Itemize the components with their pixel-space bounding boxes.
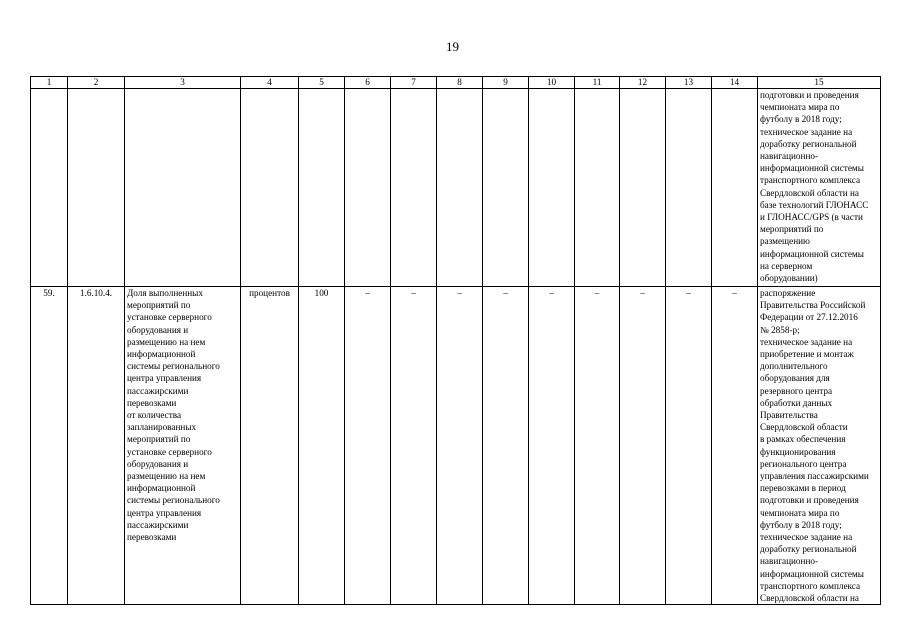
text-line: транспортного комплекса — [760, 175, 861, 186]
text-line: в рамках обеспечения — [760, 434, 846, 445]
text-line: от количества — [127, 410, 182, 421]
unit-of-measure: процентов — [241, 287, 299, 605]
column-header: 4 — [241, 77, 299, 89]
table-cell — [299, 89, 345, 287]
column-header: 5 — [299, 77, 345, 89]
text-line: № 2858-р; — [760, 324, 800, 335]
text-line: подготовки и проведения — [760, 90, 859, 100]
text-line: системы регионального — [127, 495, 220, 506]
text-line: дополнительного — [760, 361, 828, 372]
text-line: запланированных — [127, 422, 197, 433]
text-line: техническое задание на — [760, 532, 853, 543]
text-line: системы регионального — [127, 361, 220, 372]
text-line: пассажирскими — [127, 385, 189, 396]
value-col8: – — [437, 287, 483, 605]
text-line: мероприятий по — [127, 300, 191, 311]
text-line: мероприятий по — [127, 434, 191, 445]
text-line: центра управления — [127, 507, 202, 518]
table-cell — [437, 89, 483, 287]
text-line: Правительства — [760, 410, 818, 421]
text-line: размещению на нем — [127, 336, 206, 347]
text-line: перевозками — [127, 397, 177, 408]
text-line: центра управления — [127, 373, 202, 384]
row-number: 59. — [31, 287, 68, 605]
table-cell — [68, 89, 125, 287]
document-basis-cell — [758, 89, 881, 287]
page-number: 19 — [446, 39, 459, 54]
column-header: 9 — [483, 77, 529, 89]
table-cell — [620, 89, 666, 287]
value-col5: 100 — [299, 287, 345, 605]
table-cell — [712, 89, 758, 287]
text-line: подготовки и проведения — [760, 495, 859, 506]
text-line: Свердловской области на — [760, 593, 859, 604]
indicators-table — [30, 76, 881, 605]
column-header: 10 — [529, 77, 575, 89]
value-col6: – — [345, 287, 391, 605]
text-line: регионального центра — [760, 458, 847, 469]
text-line: оборудования и — [127, 458, 189, 469]
text-line: информационной — [127, 483, 196, 494]
value-col13: – — [666, 287, 712, 605]
text-line: транспортного комплекса — [760, 580, 861, 591]
text-line: навигационно- — [760, 556, 819, 567]
text-line: Федерации от 27.12.2016 — [760, 312, 858, 323]
text-line: на серверном — [760, 260, 813, 271]
document-basis-cell — [758, 287, 881, 605]
indicator-name-cell — [125, 287, 241, 605]
column-header: 8 — [437, 77, 483, 89]
text-line: оборудования для — [760, 373, 830, 384]
text-line: информационной системы — [760, 248, 864, 259]
text-line: и ГЛОНАСС/GPS (в части — [760, 212, 863, 223]
text-line: навигационно- — [760, 151, 819, 162]
indicator-code: 1.6.10.4. — [68, 287, 125, 605]
column-header: 1 — [31, 77, 68, 89]
text-line: техническое задание на — [760, 336, 853, 347]
text-line: доработку региональной — [760, 544, 857, 555]
text-line: резервного центра — [760, 385, 833, 396]
text-line: чемпионата мира по — [760, 507, 840, 518]
text-line: перевозками — [127, 532, 177, 543]
column-header-row — [31, 77, 881, 89]
text-line: функционирования — [760, 446, 836, 457]
table-row-continuation — [31, 89, 881, 287]
text-line: перевозками в период — [760, 483, 846, 494]
table-row-59 — [31, 287, 881, 605]
text-line: Доля выполненных — [127, 288, 203, 298]
column-header: 3 — [125, 77, 241, 89]
text-line: оборудования и — [127, 324, 189, 335]
text-line: информационной системы — [760, 568, 864, 579]
text-line: размещению — [760, 236, 810, 247]
value-col10: – — [529, 287, 575, 605]
column-header: 12 — [620, 77, 666, 89]
table-cell — [125, 89, 241, 287]
column-header: 6 — [345, 77, 391, 89]
table-cell — [483, 89, 529, 287]
text-line: базе технологий ГЛОНАСС — [760, 199, 869, 210]
text-line: приобретение и монтаж — [760, 349, 854, 360]
text-line: Свердловской области на — [760, 187, 859, 198]
column-header: 7 — [391, 77, 437, 89]
text-line: пассажирскими — [127, 519, 189, 530]
value-col12: – — [620, 287, 666, 605]
value-col7: – — [391, 287, 437, 605]
text-line: футболу в 2018 году; — [760, 519, 842, 530]
table-cell — [391, 89, 437, 287]
column-header: 15 — [758, 77, 881, 89]
table-cell — [575, 89, 620, 287]
table-cell — [345, 89, 391, 287]
text-line: мероприятий по — [760, 224, 824, 235]
text-line: оборудовании) — [760, 273, 818, 284]
text-line: обработки данных — [760, 397, 833, 408]
table-cell — [666, 89, 712, 287]
text-line: чемпионата мира по — [760, 102, 840, 113]
column-header: 13 — [666, 77, 712, 89]
text-line: доработку региональной — [760, 138, 857, 149]
column-header: 14 — [712, 77, 758, 89]
text-line: размещению на нем — [127, 471, 206, 482]
text-line: Правительства Российской — [760, 300, 866, 311]
table-cell — [31, 89, 68, 287]
text-line: установке серверного — [127, 312, 212, 323]
table-cell — [241, 89, 299, 287]
text-line: техническое задание на — [760, 126, 853, 137]
column-header: 11 — [575, 77, 620, 89]
column-header: 2 — [68, 77, 125, 89]
text-line: футболу в 2018 году; — [760, 114, 842, 125]
text-line: информационной системы — [760, 163, 864, 174]
value-col11: – — [575, 287, 620, 605]
value-col14: – — [712, 287, 758, 605]
text-line: Свердловской области — [760, 422, 848, 433]
text-line: установке серверного — [127, 446, 212, 457]
text-line: информационной — [127, 349, 196, 360]
text-line: управления пассажирскими — [760, 471, 869, 482]
table-cell — [529, 89, 575, 287]
text-line: распоряжение — [760, 288, 816, 298]
value-col9: – — [483, 287, 529, 605]
